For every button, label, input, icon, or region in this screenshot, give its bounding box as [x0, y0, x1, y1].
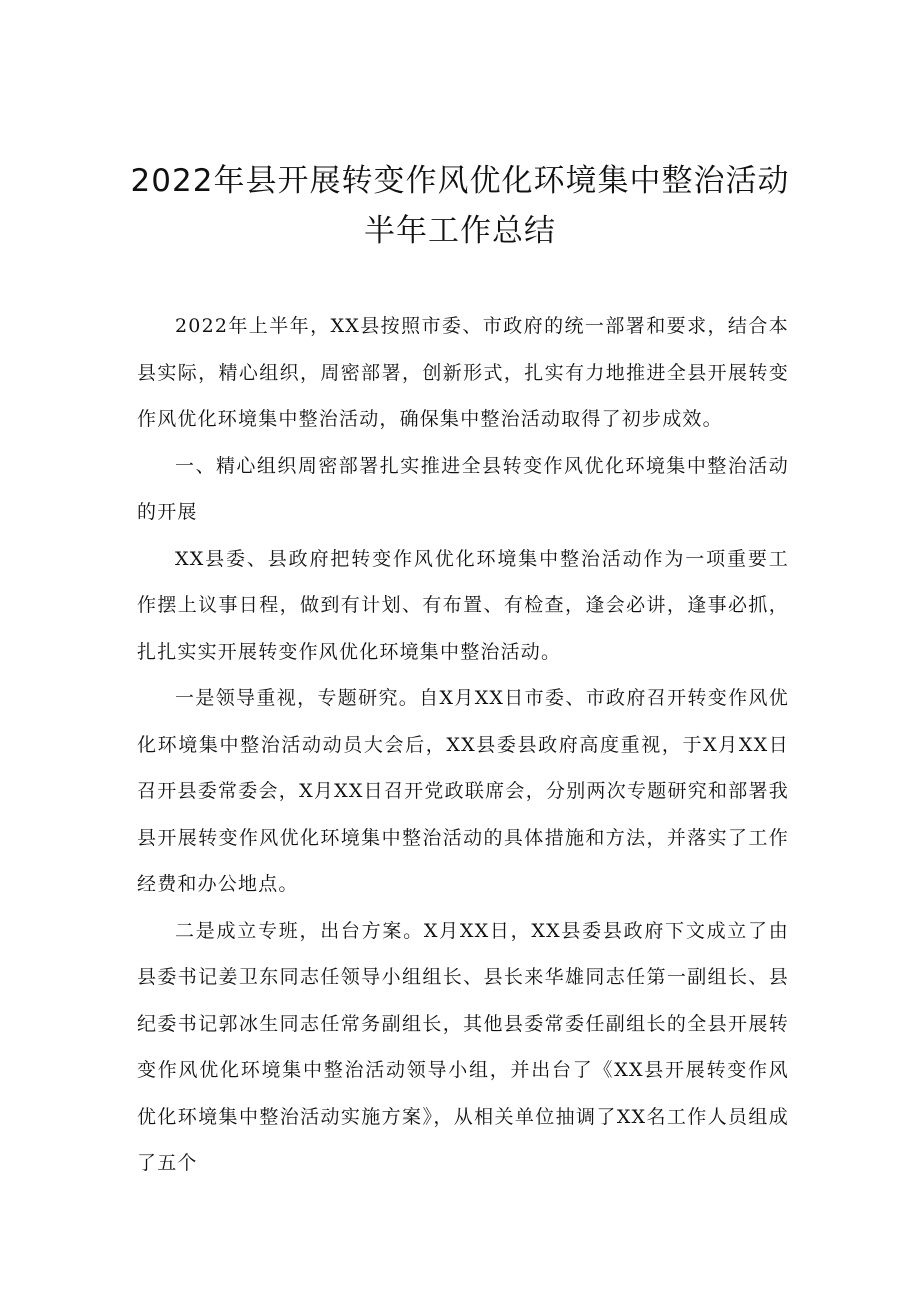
document-body — [137, 303, 789, 1187]
document-title-line-2: 半年工作总结 — [364, 213, 556, 249]
document-title-line-1: 2022年县开展转变作风优化环境集中整治活动 — [130, 163, 790, 199]
paragraph-intro: 2022年上半年，XX县按照市委、市政府的统一部署和要求，结合本县实际，精心组织，周密部署，创新形式，扎实有力地推进全县开展转变作风优化环境集中整治活动，确保集中整治活动取得了初步成效。 — [137, 315, 789, 430]
section-heading-1: 一、精心组织周密部署扎实推进全县转变作风优化环境集中整治活动的开展 — [137, 454, 789, 523]
paragraph-task-force: 二是成立专班，出台方案。X月XX日，XX县委县政府下文成立了由县委书记姜卫东同志任领导小组组长、县长来华雄同志任第一副组长、县纪委书记郭冰生同志任常务副组长，其他县委常委任副组长的全县开展转变作风优化环境集中整治活动领导小组，并出台了《XX县开展转变作风优化环境集中整治活动实施方案》，从相关单位抽调了XX名工作人员组成了五个 — [137, 919, 789, 1174]
paragraph-county-committee: XX县委、县政府把转变作风优化环境集中整治活动作为一项重要工作摆上议事日程，做到有计划、有布置、有检查，逢会必讲，逢事必抓，扎扎实实开展转变作风优化环境集中整治活动。 — [137, 547, 789, 663]
paragraph-leadership: 一是领导重视，专题研究。自X月XX日市委、市政府召开转变作风优化环境集中整治活动动员大会后，XX县委县政府高度重视，于X月XX日召开县委常委会，X月XX日召开党政联席会，分别两次专题研究和部署我县开展转变作风优化环境集中整治活动的具体措施和方法，并落实了工作经费和办公地点。 — [137, 687, 789, 895]
